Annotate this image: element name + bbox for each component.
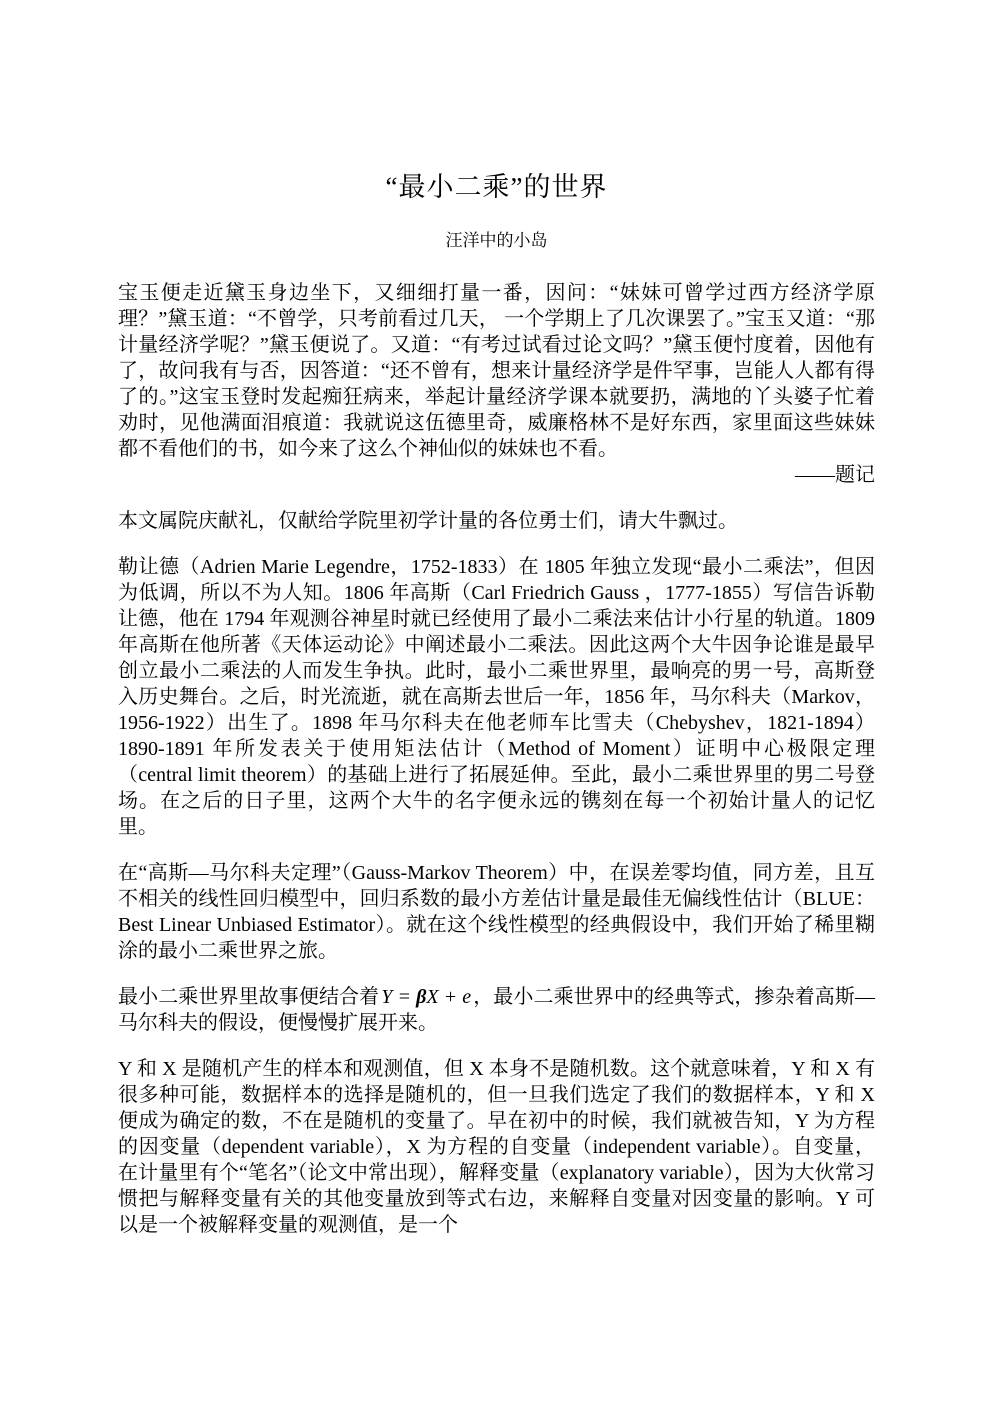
variables-paragraph: Y 和 X 是随机产生的样本和观测值，但 X 本身不是随机数。这个就意味着，Y 和 X 有很多种可能，数据样本的选择是随机的，但一旦我们选定了我们的数据样本，Y 和 X 便成为确定的数，不在是随机的变量了。早在初中的时候，我们就被告知，Y 为方程的因变量（dependent variable），X 为方程的自变量（independent variable）。自变量，在计量里有个“笔名”（论文中常出现），解释变量（explanatory variable），因为大伙常习惯把与解释变量有关的其他变量放到等式右边，来解释自变量对因变量的影响。Y 可以是一个被解释变量的观测值，是一个 [118, 1058, 875, 1236]
gauss-markov-paragraph: 在“高斯—马尔科夫定理”（Gauss-Markov Theorem）中，在误差零均值，同方差，且互不相关的线性回归模型中，回归系数的最小方差估计量是最佳无偏线性估计（BLUE：Best Linear Unbiased Estimator）。就在这个线性模型的经典假设中，我们开始了稀里糊涂的最小二乘世界之旅。 [118, 862, 875, 962]
epigraph-paragraph: 宝玉便走近黛玉身边坐下，又细细打量一番，因问：“妹妹可曾学过西方经济学原理？”黛玉道：“不曾学，只考前看过几天， 一个学期上了几次课罢了。”宝玉又道：“那计量经济学呢？”黛玉便说了。又道：“有考过试看过论文吗？”黛玉便忖度着，因他有了，故问我有与否，因答道：“还不曾有，想来计量经济学是件罕事，岂能人人都有得了的。”这宝玉登时发起痴狂病来，举起计量经济学课本就要扔，满地的丫头婆子忙着劝时，见他满面泪痕道：我就说这伍德里奇，威廉格林不是好东西，家里面这些妹妹都不看他们的书，如今来了这么个神仙似的妹妹也不看。 [118, 282, 875, 460]
formula-lhs: Y = [381, 986, 417, 1008]
history-paragraph: 勒让德（Adrien Marie Legendre，1752-1833）在 1805 年独立发现“最小二乘法”，但因为低调，所以不为人知。1806 年高斯（Carl Friedrich Gauss ，1777-1855）写信告诉勒让德，他在 1794 年观测谷神星时就已经使用了最小二乘法来估计小行星的轨道。1809 年高斯在他所著《天体运动论》中阐述最小二乘法。因此这两个大牛因争论谁是最早创立最小二乘法的人而发生争执。此时，最小二乘世界里，最响亮的男一号，高斯登入历史舞台。之后，时光流逝，就在高斯去世后一年，1856 年，马尔科夫（Markov，1956-1922）出生了。1898 年马尔科夫在他老师车比雪夫（Chebyshev，1821-1894）1890-1891 年所发表关于使用矩法估计（Method of Moment）证明中心极限定理（central limit theorem）的基础上进行了拓展延伸。至此，最小二乘世界里的男二号登场。在之后的日子里，这两个大牛的名字便永远的镌刻在每一个初始计量人的记忆里。 [118, 556, 875, 838]
formula-paragraph-before: 最小二乘世界里故事便结合着 [118, 986, 380, 1008]
author-byline: 汪洋中的小岛 [445, 231, 548, 250]
formula-beta: β [416, 986, 427, 1008]
epigraph-attribution: ——题记 [795, 464, 875, 486]
formula-paragraph [118, 984, 875, 1036]
ols-equation [379, 986, 473, 1008]
formula-paragraph-after: ，最小二乘世界中的经典等式，掺杂着高斯—马尔科夫的假设，便慢慢扩展开来。 [118, 986, 876, 1034]
document-title: “最小二乘”的世界 [385, 172, 608, 202]
formula-rhs: X + e [426, 986, 472, 1008]
dedication-paragraph: 本文属院庆献礼，仅献给学院里初学计量的各位勇士们，请大牛飘过。 [118, 510, 738, 532]
